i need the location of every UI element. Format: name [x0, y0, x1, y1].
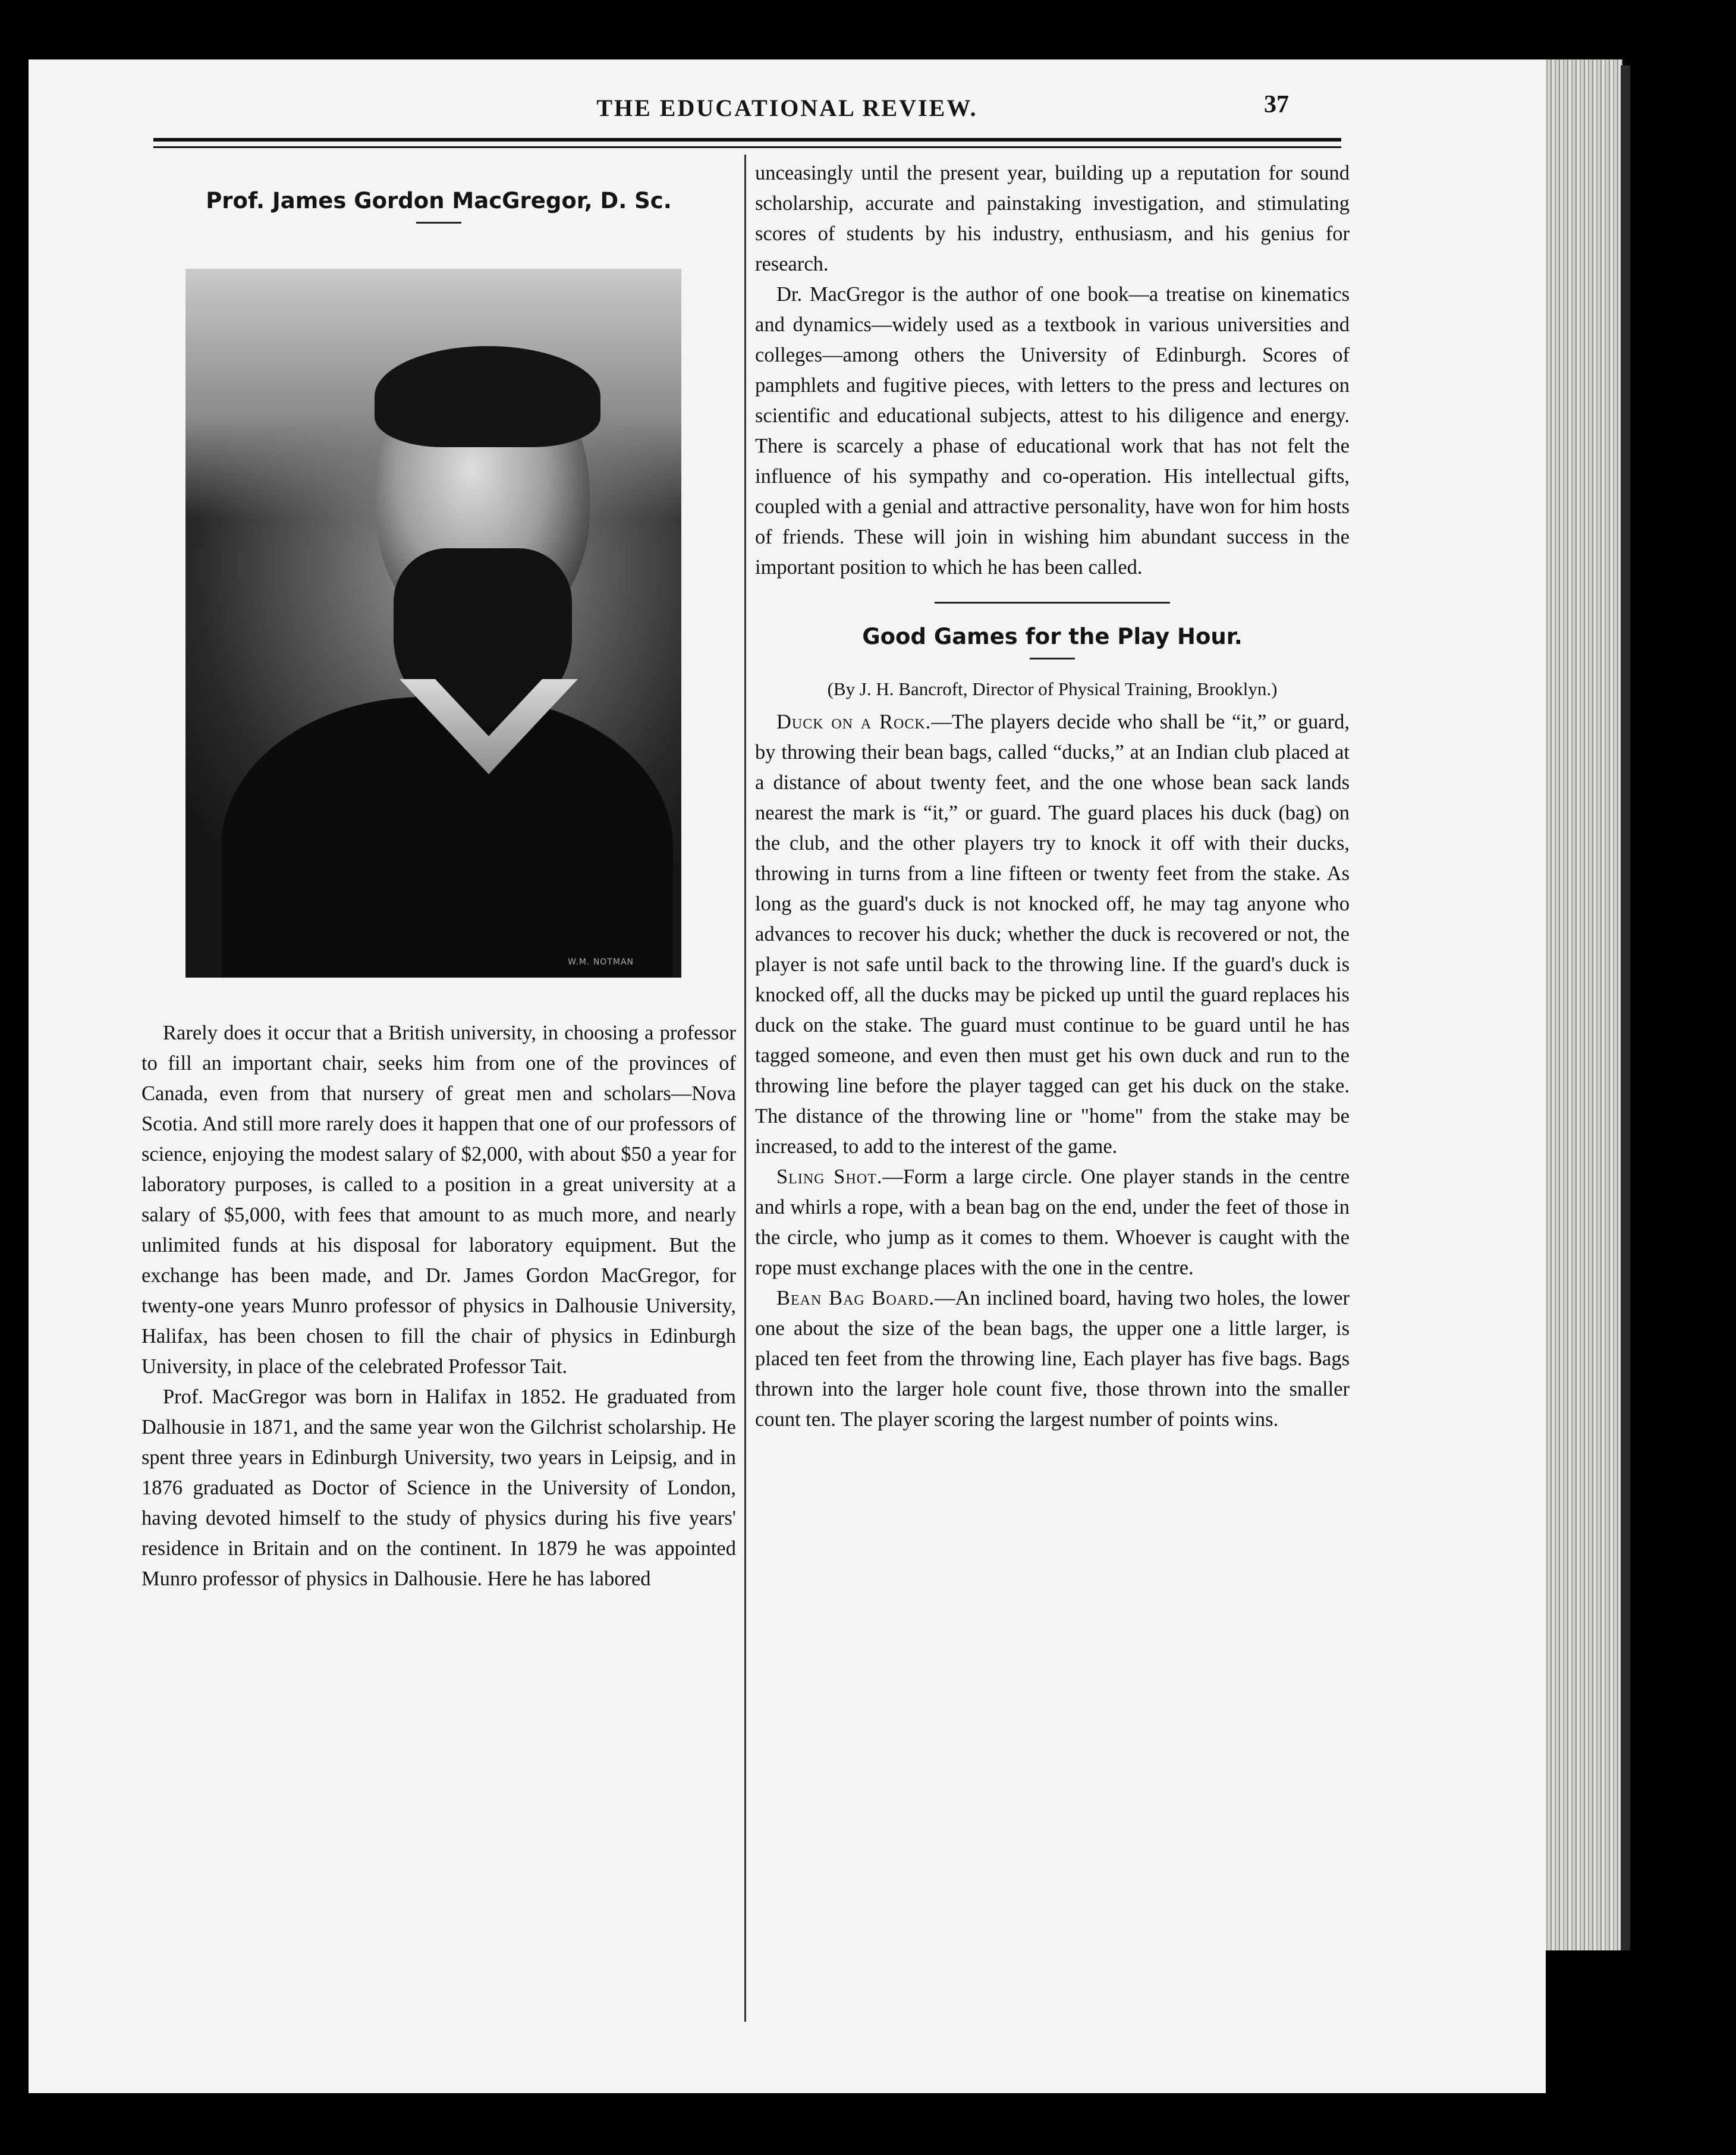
title-rule: [416, 222, 461, 224]
paragraph: Prof. MacGregor was born in Halifax in 1852. He graduated from Dalhousie in 1871, and the same year won the Gilchrist scholarship. He spent three years in Edinburgh University, two years in Leipsig, and in 1876 graduated as Doctor of Science in the University of London, having devoted himself to the study of physics during his five years' residence in Britain and on the continent. In 1879 he was appointed Munro professor of physics in Dalhousie. Here he has labored: [141, 1386, 736, 1590]
game-paragraph: [755, 1283, 1350, 1435]
title-rule: [1030, 658, 1075, 659]
game-name: Duck on a Rock.: [776, 711, 932, 733]
right-column: [755, 155, 1350, 1435]
header-rule-thin: [153, 146, 1341, 148]
paragraph: unceasingly until the present year, building up a reputation for sound scholarship, accurate and painstaking investigation, and stimulating scores of students by his industry, enthusiasm, and his genius for research.: [755, 162, 1350, 275]
article-title: Good Games for the Play Hour.: [862, 624, 1243, 649]
byline: (By J. H. Bancroft, Director of Physical Training, Brooklyn.): [827, 678, 1278, 699]
article-continued: [755, 158, 1350, 583]
game-name: Bean Bag Board.: [776, 1287, 935, 1309]
game-name: Sling Shot.: [776, 1166, 883, 1188]
page-shadow: [1621, 65, 1630, 1950]
article-title: Prof. James Gordon MacGregor, D. Sc.: [206, 188, 672, 213]
document-page: [29, 59, 1546, 2093]
article-body: [755, 707, 1350, 1435]
header-rule: [153, 138, 1341, 142]
game-description: —The players decide who shall be “it,” or guard, by throwing their bean bags, called “ducks,” at an Indian club placed at a distance of about twenty feet, and the one whose bean sack lands nearest the mark is “it,” or guard. The guard places his duck (bag) on the club, and the other players try to knock it off with their ducks, throwing in turns from a line fifteen or twenty feet from the stake. As long as the guard's duck is not knocked off, he may tag anyone who advances to recover his duck; whether the duck is recovered or not, the player is not safe until back to the throwing line. If the guard's duck is knocked off, all the ducks may be picked up until the guard replaces his duck on the stake. The guard must continue to be guard until he has tagged someone, and even then must get his own duck and run to the throwing line before the player tagged can get his duck on the stake. The distance of the throwing line or "home" from the stake may be increased, to add to the interest of the game.: [755, 711, 1350, 1158]
left-column: [141, 155, 736, 1594]
game-description: —An inclined board, having two holes, the lower one about the size of the bean bags, the upper one a little larger, is placed ten feet from the throwing line, Each player has five bags. Bags thrown into the larger hole count five, those thrown into the smaller count ten. The player scoring the largest number of points wins.: [755, 1287, 1350, 1431]
article-body: [141, 1018, 736, 1594]
column-divider: [744, 155, 746, 2022]
game-description: —Form a large circle. One player stands in the centre and whirls a rope, with a bean bag on the end, under the feet of those in the circle, who jump as it comes to them. Whoever is caught with the rope must exchange places with the one in the centre.: [755, 1166, 1350, 1279]
page-number: 37: [1264, 91, 1289, 118]
photo-plate-mark: W.M. NOTMAN: [568, 957, 634, 967]
paragraph: Dr. MacGregor is the author of one book—a treatise on kinematics and dynamics—widely used as a textbook in various universities and colleges—among others the University of Edinburgh. Scores of pamphlets and fugitive pieces, with letters to the press and lectures on scientific and educational subjects, attest to his diligence and energy. There is scarcely a phase of educational work that has not felt the influence of his sympathy and co-operation. His intellectual gifts, coupled with a genial and attractive personality, have won for him hosts of friends. These will join in wishing him abundant success in the important position to which he has been called.: [755, 283, 1350, 579]
running-head: THE EDUCATIONAL REVIEW.: [596, 95, 978, 121]
game-paragraph: [755, 1162, 1350, 1283]
portrait-photo: [185, 269, 681, 978]
portrait-image: [185, 269, 681, 978]
paragraph: Rarely does it occur that a British university, in choosing a professor to fill an important chair, seeks him from one of the provinces of Canada, even from that nursery of great men and scholars—Nova Scotia. And still more rarely does it happen that one of our professors of science, enjoying the modest salary of $2,000, with about $50 a year for laboratory purposes, is called to a position in a great university at a salary of $5,000, with fees that amount to as much more, and nearly unlimited funds at his disposal for laboratory equipment. But the exchange has been made, and Dr. James Gordon MacGregor, for twenty-one years Munro professor of physics in Dalhousie University, Halifax, has been chosen to fill the chair of physics in Edinburgh University, in place of the celebrated Professor Tait.: [141, 1022, 736, 1378]
game-paragraph: [755, 707, 1350, 1162]
section-rule: [935, 602, 1170, 604]
